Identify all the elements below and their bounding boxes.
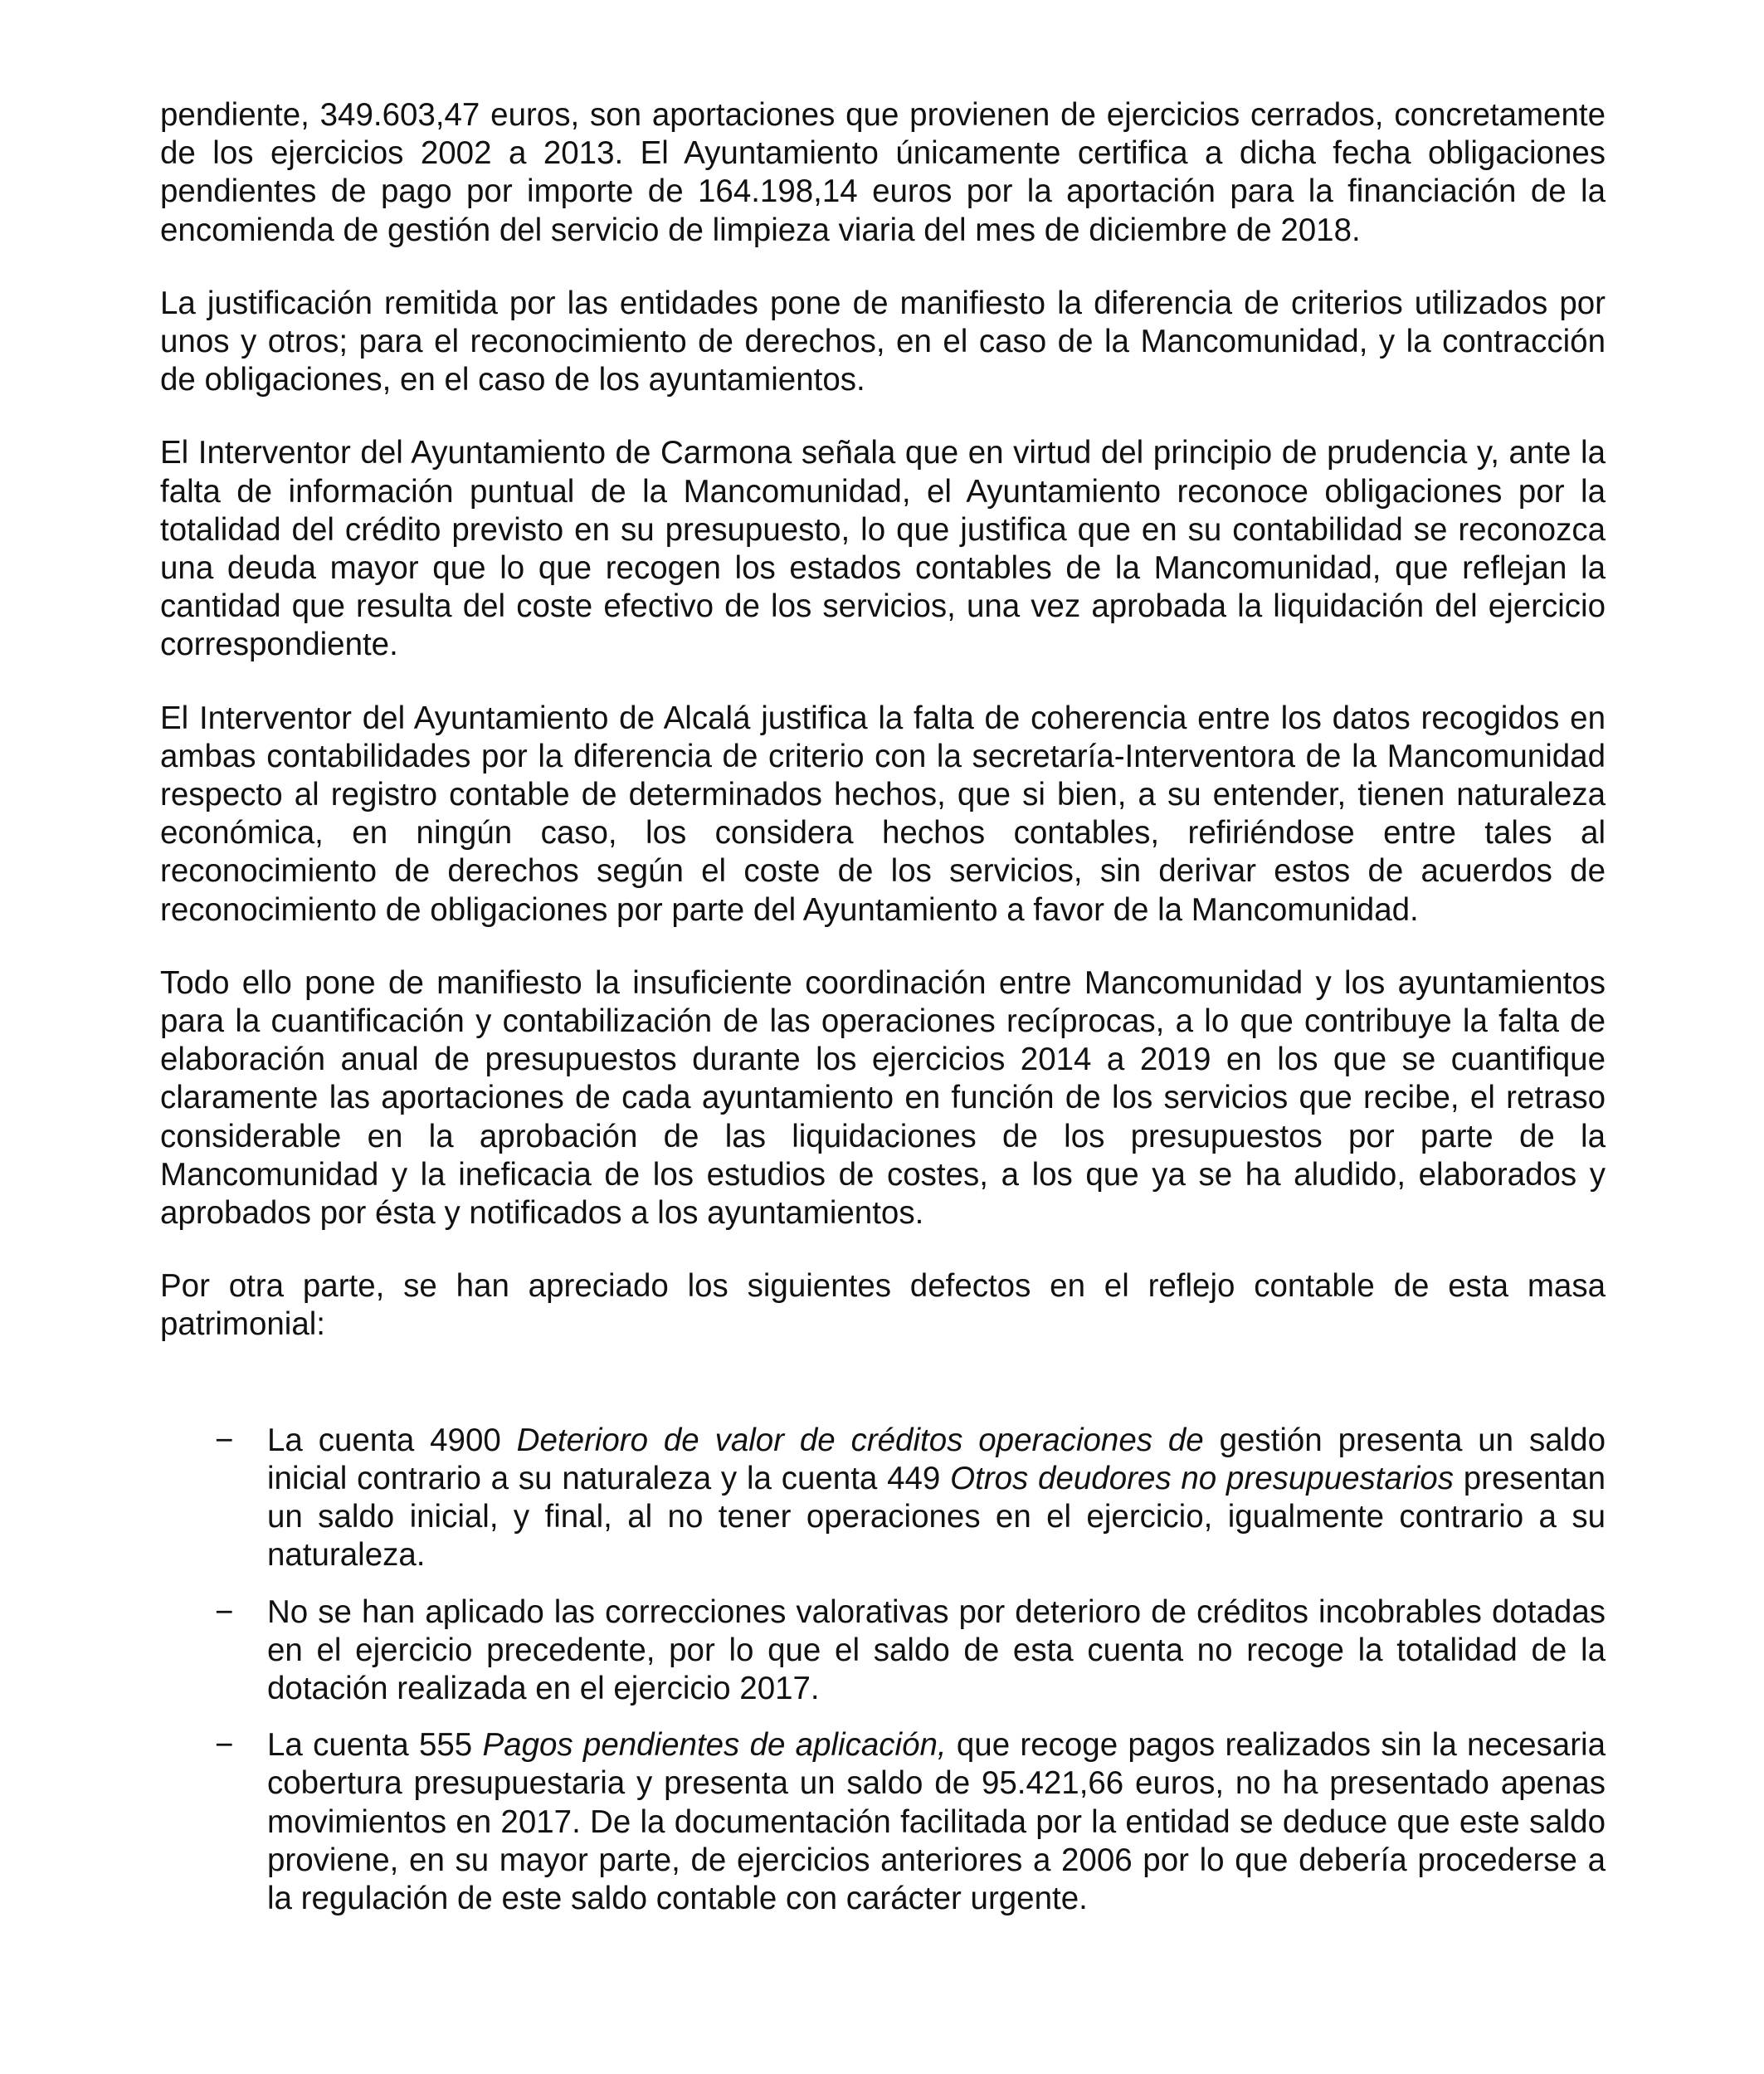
paragraph-alcala-interventor: El Interventor del Ayuntamiento de Alcalá justifica la falta de coherencia entre los datos recogidos en ambas contabilidades por la diferencia de criterio con la secretaría-Interventora de la Mancomunidad respecto al registro contable de determinados hechos, que si bien, a su entender, tienen naturaleza económica, en ningún caso, los considera hechos contables, refiriéndose entre tales al reconocimiento de derechos según el coste de los servicios, sin derivar estos de acuerdos de reconocimiento de obligaciones por parte del Ayuntamiento a favor de la Mancomunidad. xyxy=(160,700,1606,928)
dash-bullet-icon: − xyxy=(215,1593,234,1630)
bullet-text: La cuenta 4900 xyxy=(267,1422,517,1458)
dash-bullet-icon: − xyxy=(215,1727,234,1764)
bullet-text: que recoge pagos realizados sin la necesaria cobertura presupuestaria y presenta un saldo de 95.421,66 euros, no ha presentado apenas movimientos en 2017. De la documentación facilitada por la entidad se deduce que este saldo proviene, en su mayor parte, de ejercicios anteriores a 2006 por lo que debería procederse a la regulación de este saldo contable con carácter urgente. xyxy=(267,1727,1606,1916)
bullet-text: No se han aplicado las correcciones valorativas por deterioro de créditos incobrables dotadas en el ejercicio precedente, por lo que el saldo de esta cuenta no recoge la totalidad de la dotación realizada en el ejercicio 2017. xyxy=(267,1593,1606,1706)
bullet-text: presentan un saldo inicial, y final, al no tener operaciones en el ejercicio, igualmente contrario a su naturaleza. xyxy=(267,1460,1606,1574)
account-name-italic: Pagos pendientes de aplicación, xyxy=(482,1727,947,1764)
paragraph-justification-criteria: La justificación remitida por las entidades pone de manifiesto la diferencia de criterios utilizados por unos y otros; para el reconocimiento de derechos, en el caso de la Mancomunidad, y la contracción de obligaciones, en el caso de los ayuntamientos. xyxy=(160,285,1606,398)
bullet-text: gestión presenta un saldo inicial contrario a su naturaleza y la cuenta 449 xyxy=(267,1422,1606,1496)
defects-list xyxy=(160,1422,1606,1918)
paragraph-pending-contributions: pendiente, 349.603,47 euros, son aportaciones que provienen de ejercicios cerrados, concretamente de los ejercicios 2002 a 2013. El Ayuntamiento únicamente certifica a dicha fecha obligaciones pendientes de pago por importe de 164.198,14 euros por la aportación para la financiación de la encomienda de gestión del servicio de limpieza viaria del mes de diciembre de 2018. xyxy=(160,97,1606,248)
account-name-italic: Deterioro de valor de créditos operaciones de xyxy=(516,1422,1204,1458)
account-name-italic: Otros deudores no presupuestarios xyxy=(950,1460,1454,1496)
paragraph-defects-intro: Por otra parte, se han apreciado los siguientes defectos en el reflejo contable de esta masa patrimonial: xyxy=(160,1268,1606,1343)
list-item xyxy=(160,1593,1606,1709)
document-body xyxy=(160,96,1606,1936)
bullet-text: La cuenta 555 xyxy=(267,1727,483,1764)
list-item xyxy=(160,1726,1606,1918)
paragraph-coordination: Todo ello pone de manifiesto la insuficiente coordinación entre Mancomunidad y los ayuntamientos para la cuantificación y contabilización de las operaciones recíprocas, a lo que contribuye la falta de elaboración anual de presupuestos durante los ejercicios 2014 a 2019 en los que se cuantifique claramente las aportaciones de cada ayuntamiento en función de los servicios que recibe, el retraso considerable en la aprobación de las liquidaciones de los presupuestos por parte de la Mancomunidad y la ineficacia de los estudios de costes, a los que ya se ha aludido, elaborados y aprobados por ésta y notificados a los ayuntamientos. xyxy=(160,964,1606,1232)
dash-bullet-icon: − xyxy=(215,1422,234,1458)
list-item xyxy=(160,1422,1606,1575)
paragraph-carmona-interventor: El Interventor del Ayuntamiento de Carmona señala que en virtud del principio de prudencia y, ante la falta de información puntual de la Mancomunidad, el Ayuntamiento reconoce obligaciones por la totalidad del crédito previsto en su presupuesto, lo que justifica que en su contabilidad se reconozca una deuda mayor que lo que recogen los estados contables de la Mancomunidad, que reflejan la cantidad que resulta del coste efectivo de los servicios, una vez aprobada la liquidación del ejercicio correspondiente. xyxy=(160,435,1606,663)
